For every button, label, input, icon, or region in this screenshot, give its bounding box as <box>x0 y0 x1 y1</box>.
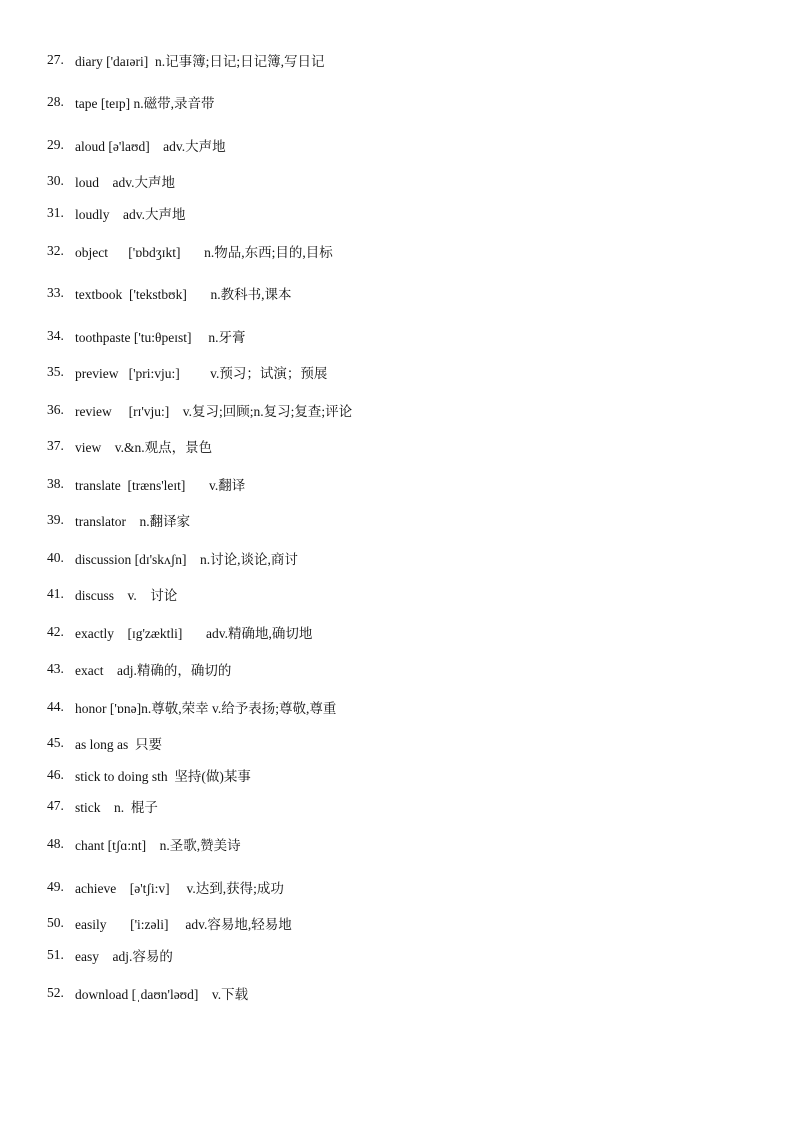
entry-number: 52. <box>47 985 64 1000</box>
entry-text: honor ['ɒnə]n.尊敬,荣幸 v.给予表扬;尊敬,尊重 <box>75 701 337 716</box>
vocab-entry <box>47 765 251 785</box>
vocab-entry <box>47 203 186 223</box>
entry-text: textbook ['tekstbʊk] n.教科书,课本 <box>75 287 292 302</box>
entry-number: 28. <box>47 94 64 109</box>
entry-number: 35. <box>47 364 64 379</box>
entry-text: view v.&n.观点，景色 <box>75 440 213 455</box>
entry-number: 37. <box>47 438 64 453</box>
entry-text: stick n. 棍子 <box>75 800 158 815</box>
vocab-entry <box>47 796 158 816</box>
entry-text: translate [træns'leɪt] v.翻译 <box>75 478 246 493</box>
entry-number: 39. <box>47 512 64 527</box>
vocab-entry <box>47 474 245 494</box>
vocab-entry <box>47 362 327 382</box>
entry-text: discussion [dɪ'skʌʃn] n.讨论,谈论,商讨 <box>75 552 298 567</box>
entry-number: 32. <box>47 243 64 258</box>
vocab-entry <box>47 913 292 933</box>
entry-number: 34. <box>47 328 64 343</box>
entry-text: diary ['daɪəri] n.记事簿;日记;日记簿,写日记 <box>75 54 325 69</box>
vocab-entry <box>47 659 231 679</box>
entry-number: 36. <box>47 402 64 417</box>
entry-text: as long as 只要 <box>75 737 162 752</box>
entry-number: 44. <box>47 699 64 714</box>
entry-text: chant [tʃɑ:nt] n.圣歌,赞美诗 <box>75 838 241 853</box>
entry-text: object ['ɒbdʒɪkt] n.物品,东西;目的,目标 <box>75 245 333 260</box>
vocab-entry <box>47 622 312 642</box>
entry-text: toothpaste ['tu:θpeɪst] n.牙膏 <box>75 330 246 345</box>
entry-text: stick to doing sth 坚持(做)某事 <box>75 769 251 784</box>
vocab-entry <box>47 241 333 261</box>
entry-text: loudly adv.大声地 <box>75 207 186 222</box>
entry-number: 31. <box>47 205 64 220</box>
vocab-entry <box>47 834 241 854</box>
entry-number: 27. <box>47 52 64 67</box>
entry-text: translator n.翻译家 <box>75 514 191 529</box>
vocab-entry <box>47 548 298 568</box>
entry-text: preview ['pri:vju:] v.预习；试演；预展 <box>75 366 328 381</box>
vocab-entry <box>47 283 291 303</box>
entry-number: 45. <box>47 735 64 750</box>
vocab-entry <box>47 436 212 456</box>
entry-number: 43. <box>47 661 64 676</box>
entry-text: aloud [ə'laʊd] adv.大声地 <box>75 139 226 154</box>
vocab-entry <box>47 400 352 420</box>
vocab-entry <box>47 877 284 897</box>
vocab-entry <box>47 171 175 191</box>
vocab-entry <box>47 733 162 753</box>
vocab-entry <box>47 326 246 346</box>
vocab-entry <box>47 510 190 530</box>
entry-text: exactly [ɪg'zæktli] adv.精确地,确切地 <box>75 626 313 641</box>
entry-text: review [rɪ'vju:] v.复习;回顾;n.复习;复查;评论 <box>75 404 353 419</box>
entry-number: 41. <box>47 586 64 601</box>
entry-number: 49. <box>47 879 64 894</box>
entry-text: easily ['i:zəli] adv.容易地,轻易地 <box>75 917 292 932</box>
entry-number: 29. <box>47 137 64 152</box>
entry-text: download [ˌdaʊn'ləʊd] v.下载 <box>75 987 249 1002</box>
entry-number: 40. <box>47 550 64 565</box>
entry-number: 42. <box>47 624 64 639</box>
vocab-entry <box>47 584 177 604</box>
entry-number: 33. <box>47 285 64 300</box>
vocab-entry <box>47 92 214 112</box>
entry-text: easy adj.容易的 <box>75 949 173 964</box>
entry-text: exact adj.精确的，确切的 <box>75 663 232 678</box>
vocab-entry <box>47 983 248 1003</box>
vocab-entry <box>47 135 226 155</box>
entry-text: discuss v. 讨论 <box>75 588 178 603</box>
entry-number: 38. <box>47 476 64 491</box>
entry-number: 46. <box>47 767 64 782</box>
vocab-entry <box>47 50 325 70</box>
entry-number: 48. <box>47 836 64 851</box>
entry-number: 30. <box>47 173 64 188</box>
entry-text: tape [teɪp] n.磁带,录音带 <box>75 96 215 111</box>
vocab-entry <box>47 945 173 965</box>
vocab-entry <box>47 697 336 717</box>
entry-text: achieve [ə'tʃi:v] v.达到,获得;成功 <box>75 881 284 896</box>
entry-number: 51. <box>47 947 64 962</box>
entry-number: 50. <box>47 915 64 930</box>
entry-number: 47. <box>47 798 64 813</box>
entry-text: loud adv.大声地 <box>75 175 175 190</box>
